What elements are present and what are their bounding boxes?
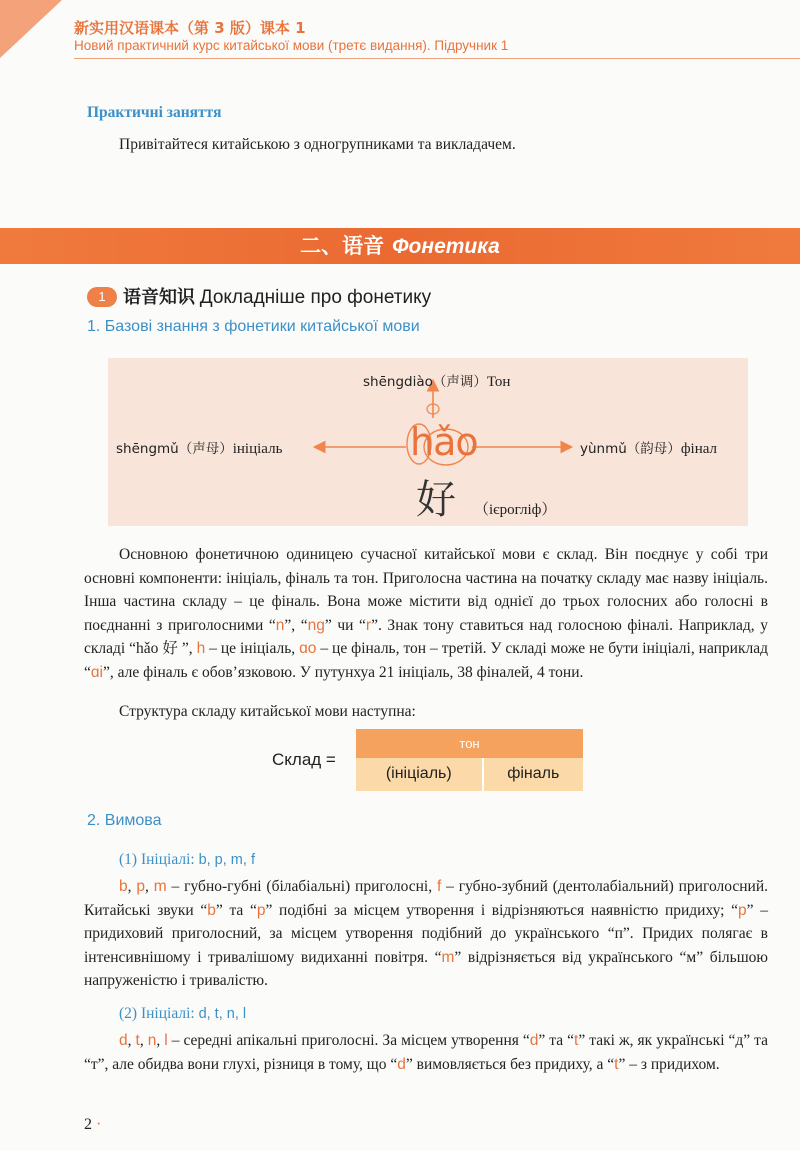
final-pinyin: yùnmǔ（韵母）	[580, 441, 681, 457]
subsection-title-ua: Докладніше про фонетику	[199, 287, 432, 308]
text-run: Основною фонетичною одиницею сучасної китайської мови є склад. Він поєднує у собі три основні компоненти: ініціаль, фіналь та тон. Приголосна частина на початку складу має назву ініціаль. Інша частина складу – це фіналь. Вона може містити від однієї до трьох голосних або голосні в поєднанні з приголосними “	[84, 546, 768, 634]
character-label: （ієрогліф）	[474, 502, 557, 518]
final-label-ua: фінал	[680, 441, 718, 457]
text-run: ” – придиховий приголосний, за місцем утворення подібний до українського “п”. Придих полягає в інтенсивнішому і тривалішому видиханні повітря. “	[84, 901, 768, 966]
example-letter: ɑo	[299, 640, 317, 657]
practice-heading: Практичні заняття	[87, 104, 222, 121]
example-letter: t	[574, 1032, 579, 1049]
pronunciation-heading: 2. Вимова	[87, 812, 162, 829]
text-run: – губно-зубний (дентолабіальний) приголосний. Китайські звуки “	[84, 878, 769, 919]
syllable-diagram	[108, 358, 748, 526]
phonetics-paragraph	[84, 543, 768, 684]
example-letter: h	[196, 640, 206, 657]
final-cell: фіналь	[483, 758, 583, 791]
subsection-heading	[87, 283, 431, 309]
tone-label	[363, 370, 510, 391]
basics-heading: 1. Базові знання з фонетики китайської мови	[87, 318, 420, 335]
tone-label-ua: Тон	[486, 374, 511, 390]
tone-cell: тон	[356, 729, 583, 758]
syllable-equals-label: Склад =	[272, 750, 336, 769]
example-letter: f	[436, 878, 442, 895]
initials-bpmf-heading	[119, 851, 255, 869]
section-title-ua: Фонетика	[392, 235, 500, 258]
heading-prefix: (2) Ініціалі:	[119, 1005, 199, 1022]
example-letter: m	[441, 948, 455, 966]
section-band	[0, 228, 800, 264]
subsection-title-cn: 语音知识	[123, 287, 195, 308]
example-letter: t	[614, 1055, 619, 1073]
example-letter: l	[164, 1032, 168, 1049]
text-run: ” вимовляється без придиху, а “	[405, 1055, 615, 1073]
initial-pinyin: shēngmǔ（声母）	[116, 441, 233, 457]
example-letter: t	[135, 1032, 140, 1049]
heading-letters: b, p, m, f	[198, 852, 255, 868]
text-run: ” та “	[538, 1032, 575, 1049]
heading-prefix: (1) Ініціалі:	[119, 851, 199, 868]
example-letter: b	[207, 901, 216, 919]
text-run: ” відрізняється від українського “м” більшою напруженістю і тривалістю.	[84, 948, 768, 989]
structure-text: Структура складу китайської мови наступна:	[119, 703, 416, 720]
page-number	[84, 1116, 101, 1134]
page-number-value: 2	[84, 1116, 92, 1133]
example-letter: m	[153, 878, 167, 895]
syllable-structure-table	[356, 729, 583, 791]
subsection-number-badge: 1	[87, 287, 117, 307]
text-run: – це фіналь, тон – третій. У складі може не бути ініціалі, наприклад “	[84, 640, 768, 681]
example-letter: p	[136, 878, 145, 895]
final-label	[580, 437, 717, 458]
initials-dtnl-heading	[119, 1005, 246, 1023]
example-character: 好	[416, 477, 456, 523]
text-run: ”, але фіналь є обов’язковою. У путунхуа 21 ініціаль, 38 фіналей, 4 тони.	[102, 663, 584, 681]
initials-dtnl-paragraph	[84, 1029, 768, 1076]
header-title-cn: 新实用汉语课本（第 3 版）课本 1	[74, 19, 306, 37]
text-run: ” подібні за місцем утворення і відрізняються наявністю придиху; “	[265, 901, 739, 919]
initial-label-ua: ініціаль	[232, 441, 283, 457]
example-letter: p	[738, 901, 747, 919]
initial-cell: (ініціаль)	[356, 758, 483, 791]
text-run: ,	[127, 878, 137, 895]
example-letter: n	[275, 616, 285, 634]
header-rule	[74, 58, 800, 59]
text-run: ” – з придихом.	[618, 1055, 720, 1073]
text-run: ” та “	[215, 901, 257, 919]
initials-bpmf-paragraph	[84, 875, 768, 993]
header-corner-decoration	[0, 0, 62, 58]
text-run: ,	[156, 1032, 165, 1049]
text-run: ” чи “	[324, 616, 366, 634]
text-run: ,	[127, 1032, 136, 1049]
text-run: ” такі ж, як українські “д” та “т”, але обидва вони глухі, різниця в тому, що “	[84, 1032, 769, 1073]
heading-letters: d, t, n, l	[198, 1006, 247, 1022]
tone-pinyin: shēngdiào（声调）	[363, 374, 487, 390]
text-run: ”, “	[284, 616, 308, 634]
text-run: – середні апікальні приголосні. За місцем утворення “	[167, 1032, 530, 1049]
example-letter: d	[119, 1032, 128, 1049]
example-letter: ng	[307, 616, 325, 634]
example-letter: d	[529, 1032, 539, 1049]
text-run: ,	[145, 878, 154, 895]
example-letter: b	[119, 878, 128, 895]
text-run: ”. Знак тону ставиться над голосною фіналі. Наприклад, у складі “hǎo 好 ”,	[84, 616, 768, 657]
initial-label	[116, 437, 282, 458]
page-number-dot: ·	[96, 1116, 102, 1133]
text-run: – губно-губні (білабіальні) приголосні,	[166, 878, 437, 895]
example-letter: r	[365, 616, 372, 634]
example-letter: d	[397, 1055, 406, 1073]
example-letter: n	[147, 1032, 157, 1049]
running-header	[74, 20, 508, 54]
example-letter: p	[256, 901, 266, 919]
example-letter: ɑi	[90, 663, 103, 681]
text-run: – це ініціаль,	[205, 640, 300, 657]
header-title-ua: Новий практичний курс китайської мови (третє видання). Підручник 1	[74, 38, 509, 53]
practice-text: Привітайтеся китайською з одногрупниками та викладачем.	[119, 136, 516, 153]
text-run: ,	[139, 1032, 148, 1049]
section-title-cn: 二、语音	[300, 234, 385, 258]
example-syllable: hǎo	[410, 420, 478, 464]
